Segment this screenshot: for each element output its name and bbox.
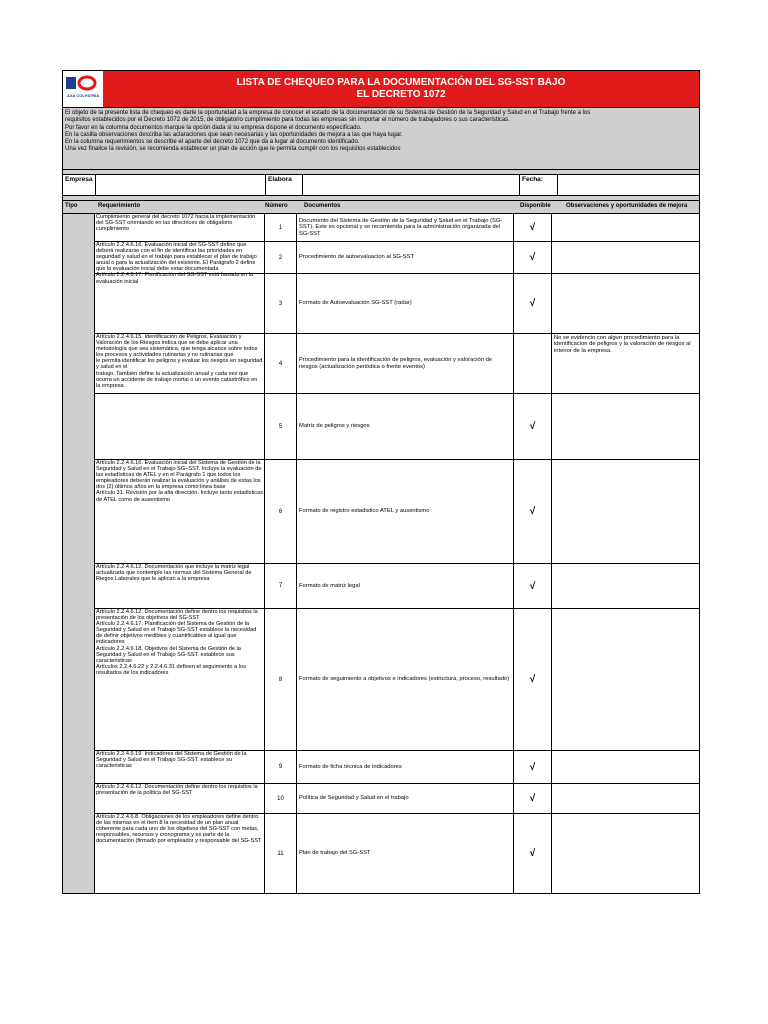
observaciones-cell[interactable]: [552, 460, 700, 563]
documento-cell: Procedimiento para la identificación de peligros, evaluación y valoración de riesgos (actualización periódica o frente eventos): [297, 334, 514, 393]
form-fields-row: [62, 174, 700, 196]
requerimiento-cell: Artículo 2.2.4.6.16. Evaluación inicial del Sistema de Gestión de la Seguridad y Salud en el Trabajo SG–SST. Incluye la evaluación de las estadísticas de ATEL y en el Parágrafo 1 que todos los empleadores deberán realizar la evaluación y análisis de estas los dos (2) últimos años en la empresa como linea base Artículo 31. Revisión por la alta dirección. Incluye tanto estadisticas de ATEL como de ausentismo: [95, 460, 265, 563]
table-row: [95, 334, 700, 394]
intro-line: En la columna requerimientos se describe el aparte del decreto 1072 que da a lugar al documento identificado.: [65, 139, 360, 146]
documento-cell: Plan de trabajo del SG-SST: [297, 814, 514, 893]
numero-cell: 4: [265, 334, 297, 393]
observaciones-cell[interactable]: [552, 751, 700, 783]
disponible-checkmark[interactable]: √: [514, 784, 552, 813]
observaciones-cell[interactable]: No se evidencio con algun procedimiento para la identificacion de peligros y la valoración de riesgos al interior de la empresa.: [552, 334, 700, 393]
title-line-2: EL DECRETO 1072: [356, 89, 446, 100]
requerimiento-cell: [95, 394, 265, 459]
documento-cell: Documento del Sistema de Gestión de la Seguridad y Salud en el Trabajo (SG-SST). Este es opcional y se recomienda para la administración organizada del SG-SST: [297, 214, 514, 241]
tipo-column: [62, 214, 95, 894]
disponible-checkmark[interactable]: √: [514, 460, 552, 563]
observaciones-cell[interactable]: [552, 784, 700, 813]
logo-icon: [63, 71, 103, 107]
disponible-checkmark[interactable]: √: [514, 242, 552, 273]
header-block: [62, 70, 700, 108]
requerimiento-cell: Artículo 2.2.4.6.16. Evaluación inicial del SG-SST define que deberá realizarse con el fin de identificar las prioridades en seguridad y salud en el trabajo para establecer el plan de trabajo anual o para la actualización del existente. El Parágrafo 2 define que la evaluación inicial debe estar documentada Artículo 2.2.4.6.17. Planificación del SG-SST está basada en la evaluación inicial: [95, 242, 265, 273]
disponible-checkmark[interactable]: √: [514, 214, 552, 241]
documento-cell: Formato de matriz legal: [297, 564, 514, 608]
elabora-label: Elabora: [266, 175, 303, 195]
disponible-checkmark[interactable]: √: [514, 394, 552, 459]
observaciones-cell[interactable]: [552, 394, 700, 459]
table-row: [95, 460, 700, 564]
numero-cell: 7: [265, 564, 297, 608]
requerimiento-cell: [95, 274, 265, 333]
numero-cell: 11: [265, 814, 297, 893]
table-row: [95, 814, 700, 894]
elabora-field[interactable]: [303, 175, 520, 195]
fecha-field[interactable]: [558, 175, 701, 195]
observaciones-cell[interactable]: [552, 214, 700, 241]
title-line-1: LISTA DE CHEQUEO PARA LA DOCUMENTACIÓN DEL SG-SST BAJO: [236, 77, 566, 88]
intro-line: Por favor en la columna documentos marque la opción dada si su empresa dispone el documento especificado.: [65, 124, 362, 131]
intro-line: En la casilla observaciones describa las aclaraciones que sean necesarias y las oportunidades de mejora a las que haya lugar.: [65, 131, 403, 138]
documento-cell: Formato de registro estadistico ATEL y ausentismo: [297, 460, 514, 563]
intro-line: El objeto de la presente lista de chequeo es darle la oportunidad a la empresa de conocer el estado de la documentación de su Sistema de Gestión de la Seguridad y Salud en el Trabajo frente a los: [65, 110, 591, 116]
requerimiento-cell: Artículo 2.2.4.6.15. Identificación de Peligros, Evaluación y Valoración de los Riesgos indica que se debe aplicar una metodología que sea sistemática, que tenga alcance sobre todos los procesos y actividades rutinarias y no rutinarias que le permita identificar los peligros y evaluar los riesgos en seguridad y salud en el trabajo. También define la actualización anual y cada vez que ocurra un accidente de trabajo mortal o un evento catastrófico en la empresa: [95, 334, 265, 393]
table-row: [95, 214, 700, 242]
intro-text: [62, 108, 700, 170]
document-title: [103, 71, 699, 107]
table-row: [95, 394, 700, 460]
numero-cell: 5: [265, 394, 297, 459]
observaciones-cell[interactable]: [552, 274, 700, 333]
numero-cell: 9: [265, 751, 297, 783]
numero-cell: 10: [265, 784, 297, 813]
numero-cell: 2: [265, 242, 297, 273]
intro-line: requisitos establecidos por el Decreto 1072 de 2015, de obligatorio cumplimiento para todas las empresas sin importar el número de trabajadores o sus características.: [65, 117, 510, 124]
disponible-checkmark[interactable]: √: [514, 751, 552, 783]
observaciones-cell[interactable]: [552, 814, 700, 893]
documento-cell: Política de Seguridad y Salud en el trabajo: [297, 784, 514, 813]
column-headers: [62, 200, 700, 214]
fecha-label: Fecha:: [520, 175, 558, 195]
disponible-checkmark[interactable]: √: [514, 814, 552, 893]
empresa-field[interactable]: [96, 175, 266, 195]
table-row: [95, 242, 700, 285]
documento-cell: Formato de ficha técnica de indicadores: [297, 751, 514, 783]
table-row: [95, 784, 700, 814]
requerimiento-cell: Artículo 2.2.4.6.19. Indicadores del Sistema de Gestión de la Seguridad y Salud en el Trabajo SG-SST. establece su caracteristicas: [95, 751, 265, 783]
col-tipo: Tipo: [65, 203, 78, 209]
numero-cell: 3: [265, 274, 297, 333]
intro-line: Una vez finalice la revisión, se recomienda establecer un plan de acción que le permita cumplir con los requisitos establecidos: [65, 146, 401, 153]
documento-cell: Formato de Autoevaluación SG-SST (radar): [297, 274, 514, 333]
table-row: [95, 274, 700, 334]
observaciones-cell[interactable]: [552, 609, 700, 750]
numero-cell: 8: [265, 609, 297, 750]
table-row: [95, 609, 700, 751]
documento-cell: Matriz de peligros y riesgos: [297, 394, 514, 459]
requerimiento-cell: Cumplimiento general del decreto 1072 hacia la implementación del SG-SST orientando en las directrices de obligatorio cumplimiento: [95, 214, 265, 241]
table-row: [95, 751, 700, 784]
documento-cell: Formato de seguimiento a objetivos e indicadores (estructura, proceso, resultado): [297, 609, 514, 750]
col-documentos: Documentos: [304, 203, 341, 209]
disponible-checkmark[interactable]: √: [514, 609, 552, 750]
col-requerimiento: Requerimiento: [98, 203, 141, 209]
observaciones-cell[interactable]: [552, 564, 700, 608]
disponible-checkmark[interactable]: √: [514, 564, 552, 608]
requerimiento-cell: Artículo 2.2.4.6.12. Documentación que incluye la matriz legal actualizada que contemple las normas del Sistema General de Riegos Laborales que le aplican a la empresa: [95, 564, 265, 608]
company-logo: [63, 71, 104, 107]
disponible-checkmark[interactable]: [514, 334, 552, 393]
svg-text:AXA COLPATRIA: AXA COLPATRIA: [67, 93, 100, 98]
disponible-checkmark[interactable]: √: [514, 274, 552, 333]
empresa-label: Empresa: [63, 175, 96, 195]
requerimiento-cell: Artículo 2.2.4.6.8. Obligaciones de los empleadores define dentro de las mismas en el ítem 8 la necesidad de un plan anual coherente para cada uno de los objetivos del SG-SST con metas, responsables, recursos y cronograma y es parte de la documentación (firmado por empleador y responsable del SG-SST: [95, 814, 265, 893]
observaciones-cell[interactable]: [552, 242, 700, 273]
table-row: [95, 564, 700, 609]
col-numero: Número: [265, 203, 288, 209]
requerimiento-cell: Artículo 2.2.4.6.12. Documentación define dentro los requisitos la presentación de los objetivos del SG-SST Artículo 2.2.4.6.17. Planificación del Sistema de Gestión de la Seguridad y Salud en el Trabajo SG-SST establece la necesidad de definir objetivos medibles y cuantificables al igual que indicadores Artículo 2.2.4.6.18. Objetivos del Sistema de Gestión de la Seguridad y Salud en el Trabajo SG-SST. establece sus caracteristicas Artículos 2.2.4.6.22 y 2.2.4.6.31 definen el seguimiento a los resultados de los indicadores: [95, 609, 265, 750]
requerimiento-cell: Artículo 2.2.4.6.12. Documentación define dentro los requisitos la presentación de la política del SG-SST: [95, 784, 265, 813]
numero-cell: 1: [265, 214, 297, 241]
documento-cell: Procedimiento de autoevaluacion al SG-SST: [297, 242, 514, 273]
col-disponible: Disponible: [520, 203, 551, 209]
numero-cell: 6: [265, 460, 297, 563]
col-observaciones: Observaciones y oportunidades de mejora: [566, 203, 688, 209]
